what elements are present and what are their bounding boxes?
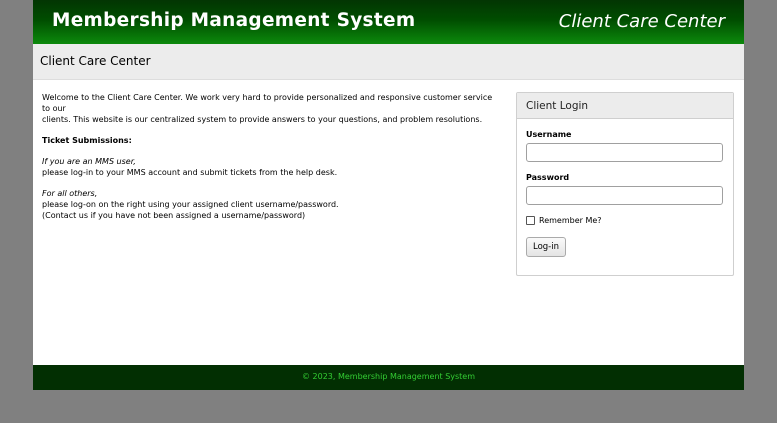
password-input[interactable] (526, 186, 723, 205)
login-panel (516, 92, 734, 276)
page-titlebar (33, 44, 744, 80)
mms-user-heading: If you are an MMS user, (42, 157, 136, 166)
remember-me-checkbox[interactable] (526, 216, 535, 225)
site-title: Membership Management System (52, 10, 416, 31)
username-input[interactable] (526, 143, 723, 162)
intro-text-line1: Welcome to the Client Care Center. We work very hard to provide personalized and responsive customer service to our (42, 93, 493, 113)
others-text-line2: (Contact us if you have not been assigned a username/password) (42, 211, 306, 220)
page-title: Client Care Center (40, 54, 151, 68)
login-button[interactable]: Log-in (526, 237, 566, 257)
footer-copyright: © 2023, Membership Management System (301, 372, 476, 381)
others-heading: For all others, (42, 189, 98, 198)
password-label: Password (526, 173, 570, 182)
username-label: Username (526, 130, 572, 139)
login-panel-header (517, 93, 733, 119)
intro-text-line2: clients. This website is our centralized system to provide answers to your questions, and problem resolutions. (42, 115, 483, 124)
site-banner (33, 0, 744, 44)
mms-user-text: please log-in to your MMS account and submit tickets from the help desk. (42, 168, 338, 177)
page-container (33, 0, 744, 390)
site-footer (33, 365, 744, 390)
remember-me-row[interactable] (526, 216, 602, 225)
ticket-submissions-heading: Ticket Submissions: (42, 136, 132, 145)
login-heading: Client Login (526, 100, 589, 112)
main-content (42, 92, 502, 221)
remember-me-label: Remember Me? (539, 216, 602, 225)
others-text-line1: please log-on on the right using your assigned client username/password. (42, 200, 339, 209)
site-subtitle: Client Care Center (558, 11, 725, 32)
